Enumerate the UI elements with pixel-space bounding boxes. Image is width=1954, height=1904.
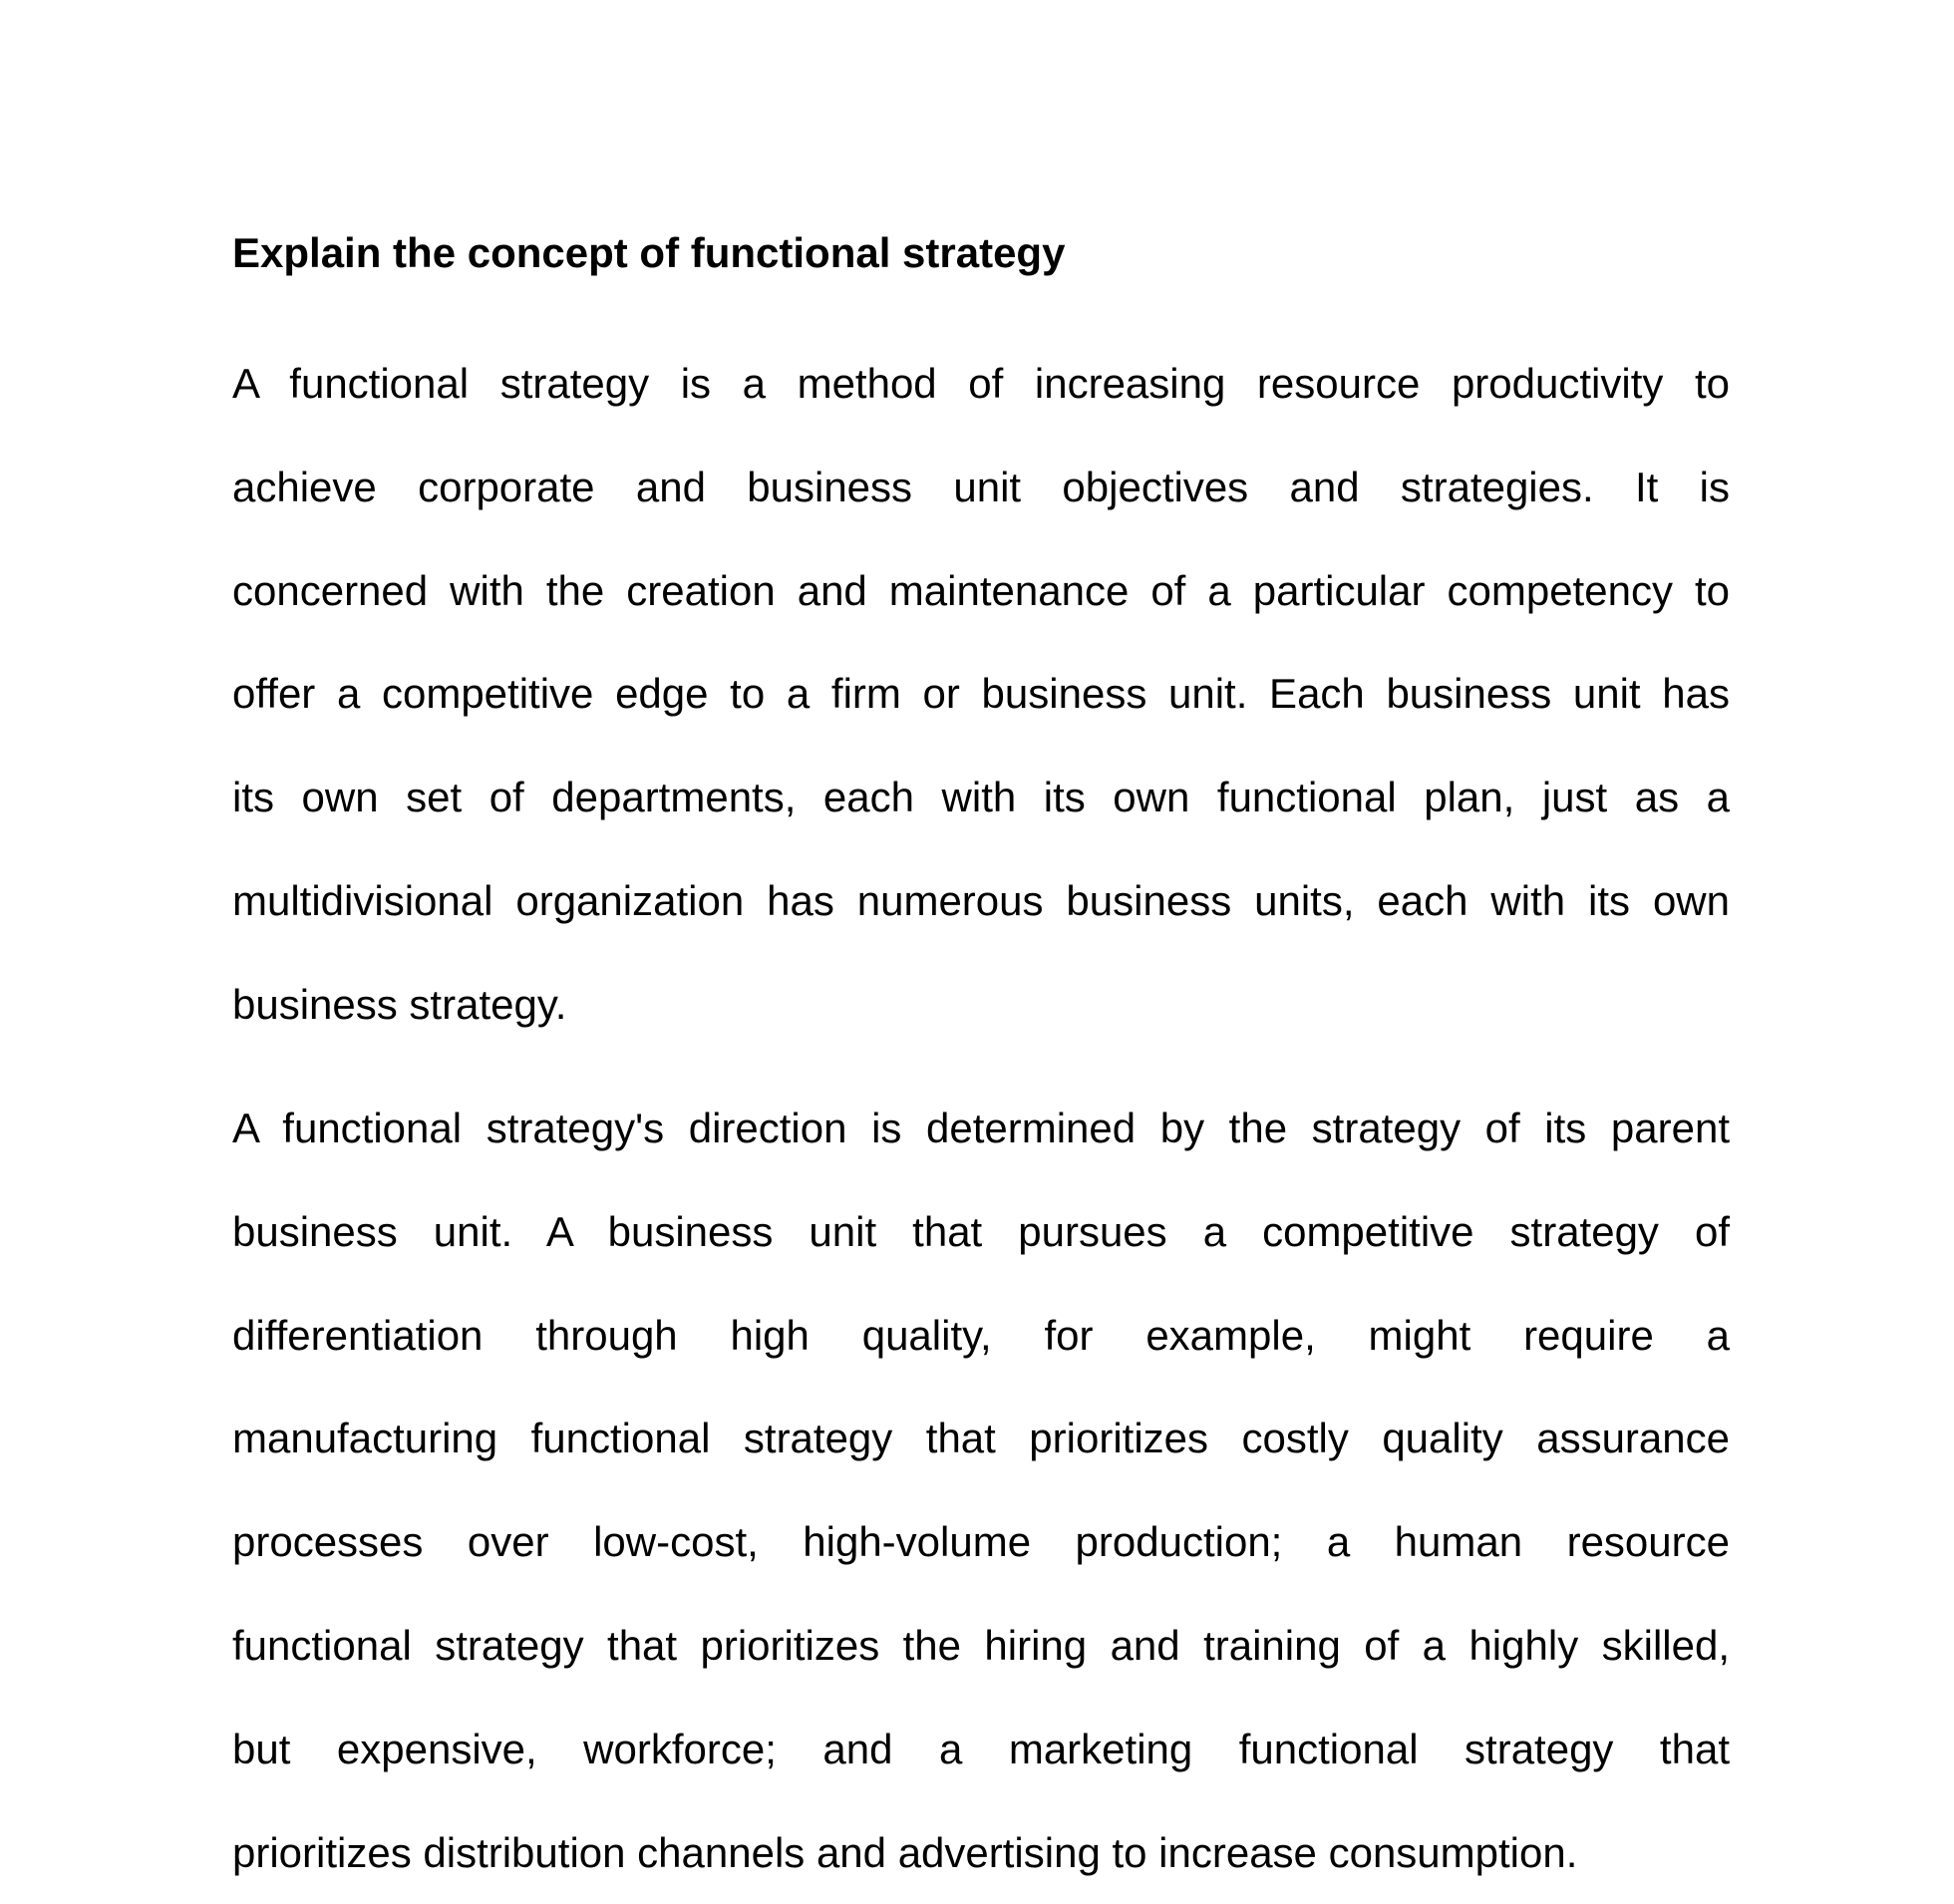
paragraph-line: concerned with the creation and maintenance of a particular competency to <box>232 566 1730 614</box>
paragraph-1 <box>232 332 1730 1057</box>
paragraph-line: processes over low-cost, high-volume production; a human resource <box>232 1518 1730 1566</box>
paragraph-line: multidivisional organization has numerous business units, each with its own <box>232 876 1730 924</box>
paragraph-line: business unit. A business unit that pursues a competitive strategy of <box>232 1207 1730 1255</box>
paragraph-line: differentiation through high quality, for example, might require a <box>232 1311 1730 1359</box>
paragraph-line: offer a competitive edge to a firm or business unit. Each business unit has <box>232 670 1730 718</box>
paragraph-line: prioritizes distribution channels and advertising to increase consumption. <box>232 1828 1578 1876</box>
paragraph-line: achieve corporate and business unit objectives and strategies. It is <box>232 463 1730 510</box>
paragraph-line: its own set of departments, each with its own functional plan, just as a <box>232 774 1730 821</box>
paragraph-line: A functional strategy is a method of increasing resource productivity to <box>232 360 1730 407</box>
paragraph-line: functional strategy that prioritizes the hiring and training of a highly skilled, <box>232 1621 1730 1669</box>
document-heading: Explain the concept of functional strategy <box>232 229 1066 276</box>
paragraph-2 <box>232 1077 1730 1904</box>
paragraph-line: but expensive, workforce; and a marketing functional strategy that <box>232 1725 1730 1772</box>
paragraph-line: business strategy. <box>232 980 567 1028</box>
paragraph-line: manufacturing functional strategy that prioritizes costly quality assurance <box>232 1415 1730 1462</box>
paragraph-line: A functional strategy's direction is determined by the strategy of its parent <box>232 1105 1730 1151</box>
